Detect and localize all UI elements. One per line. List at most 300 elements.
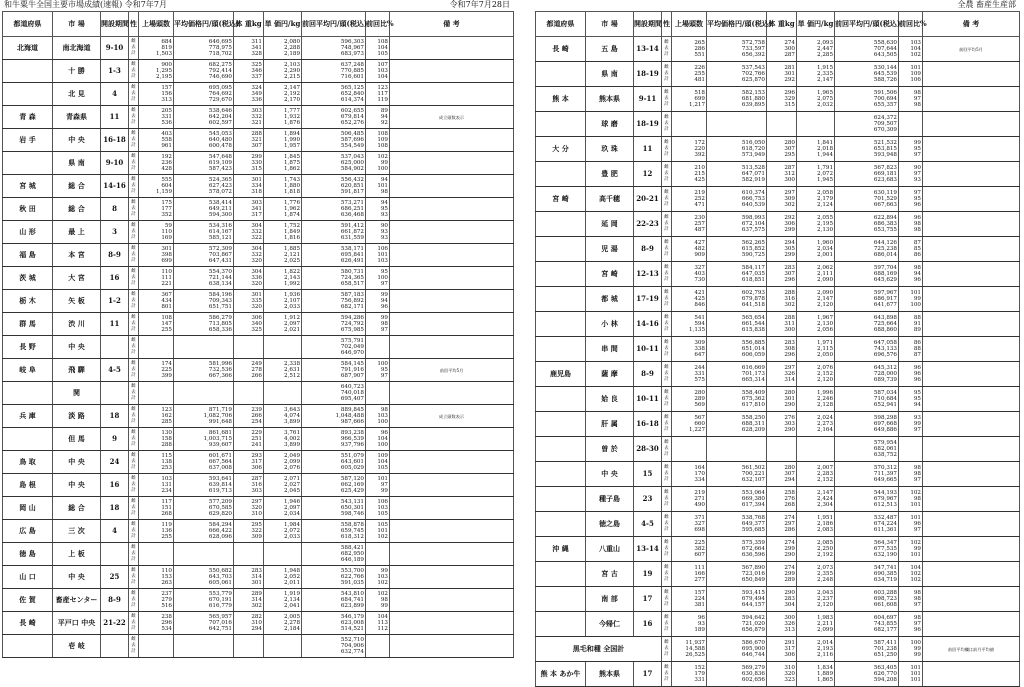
cell-line: 332 xyxy=(251,251,262,258)
cell-line: 733,597 xyxy=(741,45,765,52)
table-row xyxy=(536,237,1020,262)
cell-line: 274 xyxy=(784,539,795,546)
cell-line: 98 xyxy=(913,614,921,621)
cell-line: 2,304 xyxy=(816,502,833,509)
heads-cell xyxy=(139,221,174,244)
table-row xyxy=(536,312,1020,337)
cell-line: 2,033 xyxy=(283,304,300,311)
sex-cell xyxy=(129,474,139,497)
cell-line: 計 xyxy=(664,252,669,258)
cell-line: 113 xyxy=(377,619,388,626)
cell-line: 103 xyxy=(377,573,388,580)
cell-line: 585,121 xyxy=(208,235,232,242)
cell-line: 713,805 xyxy=(208,320,232,327)
col-sex-header: 性 xyxy=(129,12,139,37)
cell-line: 653,755 xyxy=(873,227,897,234)
cell-line: 計 xyxy=(664,677,669,683)
cell-line: 367 xyxy=(161,291,172,298)
remarks-cell xyxy=(390,382,514,405)
cell-line: 326 xyxy=(784,370,795,377)
cell-line: 871,719 xyxy=(208,406,232,413)
cell-line: 去 xyxy=(131,550,136,556)
cell-line: 570,312 xyxy=(873,464,897,471)
cell-line: 雌 xyxy=(131,544,136,550)
cell-line: 雌 xyxy=(664,389,669,395)
cell-line: 427 xyxy=(694,239,705,246)
cell-line: 312 xyxy=(784,170,795,177)
prefecture-cell: 福 島 xyxy=(3,244,53,267)
table-row xyxy=(536,62,1020,87)
weight-cell xyxy=(767,512,797,537)
cell-line: 961 xyxy=(161,143,172,150)
cell-line: 計 xyxy=(664,452,669,458)
cell-line: 去 xyxy=(664,345,669,351)
cell-line: 89 xyxy=(380,107,388,114)
cell-line: 2,072 xyxy=(283,527,300,534)
period-cell: 18 xyxy=(101,405,129,428)
cell-line: 554,549 xyxy=(340,143,364,150)
unit-price-cell xyxy=(264,382,302,405)
period-cell: 1-2 xyxy=(101,290,129,313)
cell-line: 96 xyxy=(913,627,921,634)
cell-line: 645,629 xyxy=(873,277,897,284)
cell-line: 637,248 xyxy=(340,61,364,68)
table-row xyxy=(536,162,1020,187)
remarks-cell xyxy=(390,313,514,336)
cell-line: 703,867 xyxy=(208,251,232,258)
cell-line: 643,898 xyxy=(873,314,897,321)
unit-price-cell xyxy=(797,262,835,287)
heads-cell xyxy=(672,512,707,537)
cell-line: 328 xyxy=(251,51,262,58)
prev-avg-cell xyxy=(302,175,366,198)
cell-line: 1,945 xyxy=(816,177,833,184)
cell-line: 177 xyxy=(161,205,172,212)
col-weight-header: 体 重kg xyxy=(767,12,797,37)
market-cell: 中 央 xyxy=(53,336,101,359)
remarks-cell xyxy=(923,537,1020,562)
cell-line: 302 xyxy=(251,603,262,610)
cell-line: 2,090 xyxy=(816,277,833,284)
weight-cell xyxy=(234,359,264,382)
market-cell: 平戸口 中央 xyxy=(53,612,101,635)
avg-price-cell xyxy=(707,487,767,512)
heads-cell xyxy=(672,662,707,687)
cell-line: 雌 xyxy=(664,164,669,170)
cell-line: 521,532 xyxy=(873,139,897,146)
period-cell xyxy=(101,336,129,359)
period-cell: 8-9 xyxy=(101,244,129,267)
cell-line: 去 xyxy=(131,44,136,50)
sex-cell xyxy=(662,387,672,412)
cell-line: 去 xyxy=(131,90,136,96)
sex-cell xyxy=(129,129,139,152)
remarks-cell xyxy=(390,451,514,474)
cell-line: 97 xyxy=(913,152,921,159)
remarks-cell xyxy=(923,412,1020,437)
remarks-cell xyxy=(390,566,514,589)
cell-line: 計 xyxy=(131,97,136,103)
cell-line: 310 xyxy=(251,511,262,518)
ratio-cell xyxy=(899,262,923,287)
cell-line: 雌 xyxy=(664,639,669,645)
cell-line: 97 xyxy=(380,327,388,334)
cell-line: 600,478 xyxy=(208,143,232,150)
cell-line: 計 xyxy=(131,143,136,149)
unit-price-cell xyxy=(264,198,302,221)
heads-cell xyxy=(672,487,707,512)
cell-line: 雌 xyxy=(131,636,136,642)
cell-line: 966,539 xyxy=(340,435,364,442)
cell-line: 506,485 xyxy=(340,130,364,137)
cell-line: 591,035 xyxy=(340,580,364,587)
remarks-cell xyxy=(390,589,514,612)
cell-line: 638,134 xyxy=(208,281,232,288)
cell-line: 225 xyxy=(161,366,172,373)
cell-line: 計 xyxy=(664,277,669,283)
cell-line: 309 xyxy=(251,534,262,541)
cell-line: 97 xyxy=(380,481,388,488)
cell-line: 690,385 xyxy=(873,570,897,577)
cell-line: 327 xyxy=(694,520,705,527)
cell-line: 去 xyxy=(664,245,669,251)
cell-line: 290 xyxy=(784,402,795,409)
table-row xyxy=(3,405,514,428)
cell-line xyxy=(899,127,921,133)
cell-line: 96 xyxy=(913,364,921,371)
period-cell: 9-10 xyxy=(101,152,129,175)
cell-line: 1,862 xyxy=(283,166,300,173)
cell-line: 179 xyxy=(694,670,705,677)
cell-line: 682,177 xyxy=(873,627,897,634)
cell-line: 98 xyxy=(913,595,921,602)
avg-price-cell xyxy=(174,83,234,106)
unit-price-cell xyxy=(797,37,835,62)
cell-line: 174 xyxy=(161,360,172,367)
cell-line: 計 xyxy=(664,352,669,358)
ratio-cell xyxy=(366,359,390,382)
cell-line: 102 xyxy=(377,590,388,597)
cell-line: 258 xyxy=(784,489,795,496)
prev-avg-cell xyxy=(302,474,366,497)
cell-line: 398 xyxy=(161,251,172,258)
sex-cell xyxy=(129,543,139,566)
cell-line: 220 xyxy=(694,145,705,152)
cell-line: 584,145 xyxy=(340,360,364,367)
prev-avg-cell xyxy=(835,637,899,662)
cell-line: 雌 xyxy=(131,222,136,228)
prev-avg-cell xyxy=(302,244,366,267)
unit-price-cell xyxy=(264,83,302,106)
table-row xyxy=(536,512,1020,537)
col-prev-avg-header: 前回平均円/頭(税込) xyxy=(302,12,366,37)
remarks-cell xyxy=(390,152,514,175)
cell-line: 2,056 xyxy=(816,327,833,334)
heads-cell xyxy=(139,589,174,612)
unit-price-cell xyxy=(797,162,835,187)
prev-avg-cell xyxy=(302,129,366,152)
cell-line: 937,796 xyxy=(340,442,364,449)
cell-line: 300 xyxy=(784,45,795,52)
cell-line: 689,739 xyxy=(873,377,897,384)
cell-line: 238 xyxy=(161,613,172,620)
unit-price-cell xyxy=(264,267,302,290)
table-row xyxy=(3,635,514,658)
cell-line: 584,294 xyxy=(208,521,232,528)
cell-line: 656,879 xyxy=(741,627,765,634)
cell-line: 1,752 xyxy=(283,222,300,229)
remarks-cell xyxy=(923,662,1020,687)
prev-avg-cell xyxy=(302,313,366,336)
cell-line: 86 xyxy=(913,339,921,346)
col-prefecture-header: 都道府県 xyxy=(536,12,586,37)
market-cell: 中 央 xyxy=(586,462,634,487)
sex-cell xyxy=(662,212,672,237)
cell-line: 102 xyxy=(910,489,921,496)
cell-line: 2,045 xyxy=(283,488,300,495)
cell-line: 90 xyxy=(380,222,388,229)
avg-price-cell xyxy=(174,451,234,474)
cell-line: 98 xyxy=(913,89,921,96)
cell-line: 2,041 xyxy=(283,603,300,610)
remarks-cell xyxy=(923,212,1020,237)
prefecture-cell: 栃 木 xyxy=(3,290,53,313)
cell-line: 101 xyxy=(910,514,921,521)
cell-line: 101 xyxy=(377,182,388,189)
ratio-cell xyxy=(366,60,390,83)
period-cell: 18-19 xyxy=(634,62,662,87)
cell-line xyxy=(234,649,262,655)
avg-price-cell xyxy=(174,221,234,244)
cell-line: 147 xyxy=(161,320,172,327)
cell-line: 537,543 xyxy=(741,64,765,71)
remarks-cell xyxy=(923,162,1020,187)
cell-line: 338 xyxy=(694,345,705,352)
cell-line: 去 xyxy=(664,670,669,676)
table-row xyxy=(536,112,1020,137)
cell-line: 669,181 xyxy=(873,170,897,177)
cell-line: 622,894 xyxy=(873,214,897,221)
cell-line: 94 xyxy=(380,199,388,206)
cell-line: 2,083 xyxy=(816,527,833,534)
cell-line: 471 xyxy=(694,202,705,209)
cell-line: 93 xyxy=(913,177,921,184)
cell-line: 去 xyxy=(664,445,669,451)
cell-line: 1,834 xyxy=(816,664,833,671)
cell-line: 2,093 xyxy=(816,39,833,46)
ratio-cell xyxy=(899,137,923,162)
period-cell: 9-10 xyxy=(101,37,129,60)
cell-line xyxy=(234,396,262,402)
weight-cell xyxy=(767,662,797,687)
cell-line: 294 xyxy=(784,239,795,246)
cell-line: 538,768 xyxy=(741,514,765,521)
cell-line: 695,841 xyxy=(340,251,364,258)
weight-cell xyxy=(767,237,797,262)
unit-price-cell xyxy=(264,589,302,612)
sex-cell xyxy=(129,520,139,543)
market-cell: 宮 崎 xyxy=(586,262,634,287)
avg-price-cell xyxy=(174,336,234,359)
cell-line: 97 xyxy=(913,427,921,434)
cell-line: 去 xyxy=(131,136,136,142)
weight-cell xyxy=(234,474,264,497)
cell-line: 雌 xyxy=(131,590,136,596)
cell-line: 計 xyxy=(664,377,669,383)
cell-line: 513,528 xyxy=(741,164,765,171)
cell-line: 112 xyxy=(377,626,388,633)
cell-line: 330 xyxy=(251,159,262,166)
cell-line: 618,720 xyxy=(741,145,765,152)
ratio-cell xyxy=(899,62,923,87)
weight-cell xyxy=(234,152,264,175)
cell-line xyxy=(672,452,705,458)
prev-avg-cell xyxy=(302,60,366,83)
cell-line: 701,173 xyxy=(741,370,765,377)
cell-line: 169 xyxy=(161,235,172,242)
cell-line: 251 xyxy=(251,435,262,442)
heads-cell xyxy=(139,313,174,336)
cell-line: 562,265 xyxy=(741,239,765,246)
period-cell: 28-30 xyxy=(634,437,662,462)
table-row xyxy=(536,487,1020,512)
cell-line: 11,937 xyxy=(685,639,705,646)
cell-line: 778,975 xyxy=(208,44,232,51)
remarks-cell xyxy=(923,587,1020,612)
cell-line: 去 xyxy=(664,145,669,151)
table-row xyxy=(536,612,1020,637)
cell-line: 607 xyxy=(694,552,705,559)
prev-avg-cell xyxy=(835,337,899,362)
cell-line: 337 xyxy=(251,74,262,81)
cell-line: 去 xyxy=(664,570,669,576)
unit-price-cell xyxy=(264,152,302,175)
cell-line: 740,018 xyxy=(340,389,364,396)
cell-line: 652,276 xyxy=(340,120,364,127)
cell-line: 2,011 xyxy=(283,580,300,587)
heads-cell xyxy=(139,566,174,589)
cell-line: 632,190 xyxy=(873,552,897,559)
ratio-cell xyxy=(366,198,390,221)
cell-line: 597,967 xyxy=(873,289,897,296)
cell-line xyxy=(234,350,262,356)
cell-line: 103 xyxy=(377,412,388,419)
cell-line: 計 xyxy=(664,52,669,58)
cell-line: 679,878 xyxy=(741,295,765,302)
cell-line: 249 xyxy=(251,360,262,367)
cell-line: 計 xyxy=(131,603,136,609)
cell-line: 98 xyxy=(913,464,921,471)
weight-cell xyxy=(767,387,797,412)
unit-price-cell xyxy=(264,37,302,60)
cell-line: 去 xyxy=(664,95,669,101)
avg-price-cell xyxy=(707,312,767,337)
cell-line: 94 xyxy=(913,270,921,277)
cell-line: 1,159 xyxy=(155,189,172,196)
cell-line: 801 xyxy=(161,304,172,311)
unit-price-cell xyxy=(264,313,302,336)
remarks-cell xyxy=(390,520,514,543)
market-cell: 八重山 xyxy=(586,537,634,562)
market-cell: 薩 摩 xyxy=(586,362,634,387)
prev-avg-cell xyxy=(302,635,366,658)
prev-avg-cell xyxy=(835,437,899,462)
cell-line: 219 xyxy=(694,489,705,496)
unit-price-cell xyxy=(264,221,302,244)
cell-line: 92 xyxy=(380,120,388,127)
unit-price-cell xyxy=(797,312,835,337)
cell-line xyxy=(174,396,232,402)
market-cell: 総 合 xyxy=(53,198,101,221)
cell-line: 1,876 xyxy=(283,120,300,127)
cell-line xyxy=(366,557,388,563)
cell-line: 2,062 xyxy=(816,264,833,271)
avg-price-cell xyxy=(174,106,234,129)
cell-line: 102 xyxy=(910,570,921,577)
cell-line: 2,099 xyxy=(816,627,833,634)
cell-line: 1,983 xyxy=(816,614,833,621)
table-row xyxy=(3,83,514,106)
unit-price-cell xyxy=(264,175,302,198)
market-cell: 矢 板 xyxy=(53,290,101,313)
table-row xyxy=(3,612,514,635)
remarks-cell xyxy=(923,612,1020,637)
cell-line: 2,124 xyxy=(816,202,833,209)
period-cell: 13-14 xyxy=(634,537,662,562)
unit-price-cell xyxy=(264,543,302,566)
cell-line: 320 xyxy=(251,281,262,288)
ratio-cell xyxy=(899,587,923,612)
cell-line xyxy=(264,557,300,563)
col-period-header: 開設期間 xyxy=(101,12,129,37)
cell-line: 去 xyxy=(664,45,669,51)
period-cell: 4 xyxy=(101,520,129,543)
avg-price-cell xyxy=(707,512,767,537)
cell-line: 565,125 xyxy=(340,84,364,91)
cell-line: 316 xyxy=(251,481,262,488)
cell-line: 649,211 xyxy=(208,205,232,212)
cell-line: 709,343 xyxy=(208,297,232,304)
weight-cell xyxy=(234,543,264,566)
remarks-cell xyxy=(390,60,514,83)
prev-avg-cell xyxy=(302,497,366,520)
cell-line: 307 xyxy=(784,270,795,277)
cell-line xyxy=(797,127,833,133)
heads-cell xyxy=(672,637,707,662)
cell-line xyxy=(264,350,300,356)
ratio-cell xyxy=(899,187,923,212)
col-unit-price-header: 単 価円/kg xyxy=(797,12,835,37)
cell-line: 623,899 xyxy=(340,603,364,610)
cell-line: 615,852 xyxy=(741,245,765,252)
cell-line: 661,544 xyxy=(741,320,765,327)
period-cell: 16-18 xyxy=(101,129,129,152)
avg-price-cell xyxy=(707,412,767,437)
cell-line: 計 xyxy=(131,465,136,471)
cell-line: 718,702 xyxy=(208,51,232,58)
prefecture-cell: 岐 阜 xyxy=(3,359,53,382)
cell-line: 558,878 xyxy=(340,521,364,528)
prev-avg-cell xyxy=(302,428,366,451)
cell-line: 計 xyxy=(131,166,136,172)
heads-cell xyxy=(139,244,174,267)
weight-cell xyxy=(767,87,797,112)
cell-line: 2,170 xyxy=(283,97,300,104)
cell-line: 637,575 xyxy=(741,227,765,234)
cell-line: 雌 xyxy=(664,314,669,320)
period-cell: 21-22 xyxy=(101,612,129,635)
weight-cell xyxy=(767,262,797,287)
